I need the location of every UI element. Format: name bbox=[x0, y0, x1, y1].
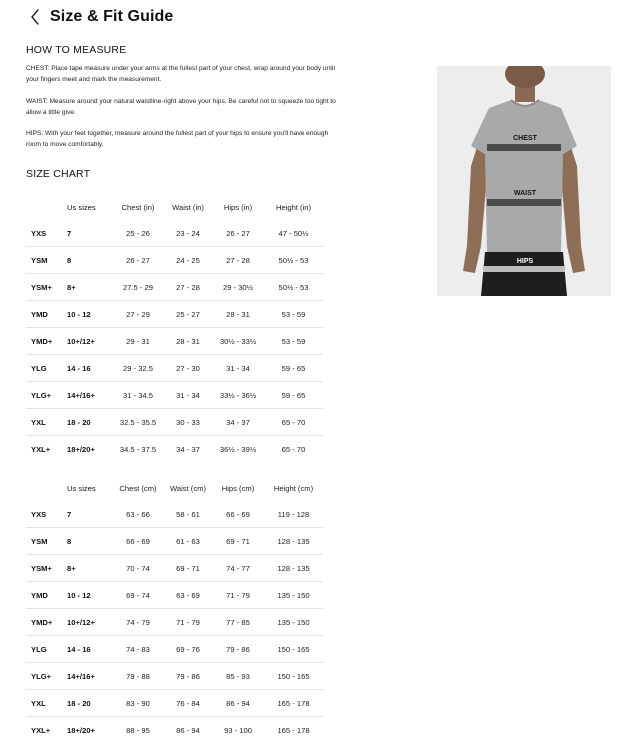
chest-cell: 74 - 79 bbox=[112, 609, 164, 636]
height-cell: 53 - 59 bbox=[264, 328, 323, 355]
height-cell: 50½ - 53 bbox=[264, 274, 323, 301]
height-cell: 59 - 65 bbox=[264, 355, 323, 382]
size-code-cell: YXL bbox=[26, 690, 67, 717]
table-row bbox=[26, 328, 323, 355]
height-cell: 165 - 178 bbox=[264, 690, 323, 717]
us-size-cell: 8+ bbox=[67, 274, 112, 301]
hips-label: HIPS bbox=[516, 258, 534, 265]
us-size-cell: 7 bbox=[67, 220, 112, 247]
waist-cell: 69 - 76 bbox=[164, 636, 212, 663]
us-sizes-header: Us sizes bbox=[67, 202, 96, 212]
hips-cell: 27 - 28 bbox=[212, 247, 264, 274]
size-table-inches bbox=[26, 194, 323, 462]
height-cell: 50½ - 53 bbox=[264, 247, 323, 274]
hips-cell: 29 - 30½ bbox=[212, 274, 264, 301]
us-size-cell: 7 bbox=[67, 501, 112, 528]
hips-cell: 26 - 27 bbox=[212, 220, 264, 247]
chest-cell: 88 - 95 bbox=[126, 725, 150, 735]
table-row bbox=[26, 690, 323, 717]
size-code-cell: YXS bbox=[26, 220, 67, 247]
table-row bbox=[26, 436, 323, 463]
table-row bbox=[26, 528, 323, 555]
height-cell: 135 - 150 bbox=[264, 609, 323, 636]
waist-cell: 28 - 31 bbox=[164, 328, 212, 355]
size-code-cell: YMD+ bbox=[26, 328, 67, 355]
table-header-row bbox=[26, 475, 323, 501]
us-size-cell: 18+/20+ bbox=[67, 444, 95, 454]
size-chart-heading: SIZE CHART bbox=[26, 168, 91, 180]
chest-cell: 26 - 27 bbox=[112, 247, 164, 274]
chest-cell: 32.5 - 35.5 bbox=[112, 409, 164, 436]
chevron-left-icon bbox=[30, 9, 40, 25]
us-sizes-header: Us sizes bbox=[67, 483, 96, 493]
height-cell: 150 - 165 bbox=[264, 636, 323, 663]
chest-cell: 66 - 69 bbox=[112, 528, 164, 555]
us-size-cell: 8+ bbox=[67, 555, 112, 582]
us-size-cell: 14 - 16 bbox=[67, 636, 112, 663]
hips-cell: 66 - 69 bbox=[212, 501, 264, 528]
size-header bbox=[26, 194, 67, 220]
height-cell: 150 - 165 bbox=[264, 663, 323, 690]
chest-cell: 25 - 26 bbox=[112, 220, 164, 247]
hips-cell: 34 - 37 bbox=[212, 409, 264, 436]
hips-cell: 28 - 31 bbox=[212, 301, 264, 328]
hips-cell: 71 - 79 bbox=[212, 582, 264, 609]
hips-cell: 86 - 94 bbox=[212, 690, 264, 717]
size-code-cell: YXL bbox=[26, 409, 67, 436]
chest-cell: 31 - 34.5 bbox=[112, 382, 164, 409]
table-row bbox=[26, 555, 323, 582]
size-code-cell: YSM+ bbox=[26, 555, 67, 582]
page-header bbox=[26, 4, 173, 30]
hips-cell: 69 - 71 bbox=[212, 528, 264, 555]
us-size-cell: 10+/12+ bbox=[67, 328, 112, 355]
height-cell: 65 - 70 bbox=[281, 444, 306, 454]
table-row bbox=[26, 382, 323, 409]
size-code-cell: YXS bbox=[26, 501, 67, 528]
hips-cell: 36½ - 39½ bbox=[219, 444, 257, 454]
waist-header: Waist (cm) bbox=[170, 483, 206, 493]
height-header: Height (in) bbox=[275, 202, 312, 212]
hips-cell: 79 - 86 bbox=[212, 636, 264, 663]
height-cell: 53 - 59 bbox=[264, 301, 323, 328]
chest-instructions: CHEST: Place tape measure under your arms at the fullest part of your chest, wrap around your body until your fingers meet and mark the measurement. bbox=[26, 65, 335, 83]
height-cell: 165 - 178 bbox=[277, 725, 310, 735]
table-row bbox=[26, 247, 323, 274]
chest-cell: 74 - 83 bbox=[112, 636, 164, 663]
waist-cell: 58 - 61 bbox=[164, 501, 212, 528]
table-row bbox=[26, 663, 323, 690]
table-row bbox=[26, 409, 323, 436]
chest-cell: 29 - 31 bbox=[112, 328, 164, 355]
measurement-diagram-image bbox=[437, 66, 611, 296]
table-header-row bbox=[26, 194, 323, 220]
hips-cell: 74 - 77 bbox=[212, 555, 264, 582]
waist-cell: 30 - 33 bbox=[164, 409, 212, 436]
size-code-cell: YLG+ bbox=[26, 382, 67, 409]
size-code-cell: YSM+ bbox=[26, 274, 67, 301]
height-cell: 128 - 135 bbox=[264, 555, 323, 582]
waist-cell: 31 - 34 bbox=[164, 382, 212, 409]
us-size-cell: 10 - 12 bbox=[67, 582, 112, 609]
chest-cell: 27.5 - 29 bbox=[112, 274, 164, 301]
waist-cell: 61 - 63 bbox=[164, 528, 212, 555]
waist-cell: 76 - 84 bbox=[164, 690, 212, 717]
waist-label: WAIST bbox=[513, 190, 537, 197]
waist-cell: 27 - 28 bbox=[164, 274, 212, 301]
page-title: Size & Fit Guide bbox=[50, 8, 174, 25]
table-row bbox=[26, 717, 323, 744]
height-cell: 119 - 128 bbox=[264, 501, 323, 528]
height-cell: 65 - 70 bbox=[264, 409, 323, 436]
size-code-cell: YXL+ bbox=[31, 725, 51, 735]
chest-cell: 70 - 74 bbox=[112, 555, 164, 582]
height-cell: 59 - 65 bbox=[264, 382, 323, 409]
waist-cell: 86 - 94 bbox=[176, 725, 200, 735]
hips-header: Hips (in) bbox=[223, 202, 253, 212]
hips-cell: 31 - 34 bbox=[212, 355, 264, 382]
us-size-cell: 18 - 20 bbox=[67, 409, 112, 436]
waist-cell: 25 - 27 bbox=[164, 301, 212, 328]
waist-cell: 27 - 30 bbox=[164, 355, 212, 382]
size-code-cell: YLG bbox=[26, 355, 67, 382]
hips-header: Hips (cm) bbox=[221, 483, 255, 493]
waist-instructions: WAIST: Measure around your natural waistline-right above your hips. Be careful not to squeeze too tight to allow a little give. bbox=[26, 98, 336, 116]
chest-cell: 29 - 32.5 bbox=[112, 355, 164, 382]
us-size-cell: 18+/20+ bbox=[67, 725, 95, 735]
table-row bbox=[26, 274, 323, 301]
size-code-cell: YSM bbox=[26, 247, 67, 274]
table-row bbox=[26, 301, 323, 328]
chest-cell: 79 - 88 bbox=[112, 663, 164, 690]
waist-cell: 23 - 24 bbox=[164, 220, 212, 247]
us-size-cell: 14 - 16 bbox=[67, 355, 112, 382]
chest-header: Chest (in) bbox=[121, 202, 155, 212]
table-row bbox=[26, 582, 323, 609]
waist-cell: 69 - 71 bbox=[164, 555, 212, 582]
chest-cell: 34.5 - 37.5 bbox=[119, 444, 157, 454]
model-illustration bbox=[437, 66, 611, 296]
hips-cell: 77 - 85 bbox=[212, 609, 264, 636]
size-code-cell: YLG bbox=[26, 636, 67, 663]
us-size-cell: 10 - 12 bbox=[67, 301, 112, 328]
chest-header: Chest (cm) bbox=[119, 483, 157, 493]
table-row bbox=[26, 501, 323, 528]
back-button[interactable] bbox=[26, 8, 44, 26]
hips-cell: 33½ - 36½ bbox=[212, 382, 264, 409]
waist-cell: 24 - 25 bbox=[164, 247, 212, 274]
waist-cell: 34 - 37 bbox=[176, 444, 200, 454]
hips-cell: 85 - 93 bbox=[212, 663, 264, 690]
waist-cell: 71 - 79 bbox=[164, 609, 212, 636]
size-table-centimeters bbox=[26, 475, 323, 743]
size-header bbox=[26, 475, 67, 501]
us-size-cell: 14+/16+ bbox=[67, 382, 112, 409]
how-to-measure-heading: HOW TO MEASURE bbox=[26, 44, 127, 56]
waist-cell: 79 - 86 bbox=[164, 663, 212, 690]
us-size-cell: 8 bbox=[67, 528, 112, 555]
hips-cell: 30½ - 33½ bbox=[212, 328, 264, 355]
chest-label: CHEST bbox=[513, 135, 537, 142]
waist-cell: 63 - 69 bbox=[164, 582, 212, 609]
size-code-cell: YSM bbox=[26, 528, 67, 555]
height-cell: 135 - 150 bbox=[264, 582, 323, 609]
size-code-cell: YMD bbox=[26, 582, 67, 609]
chest-cell: 83 - 90 bbox=[112, 690, 164, 717]
chest-cell: 63 - 66 bbox=[112, 501, 164, 528]
size-code-cell: YMD+ bbox=[26, 609, 67, 636]
table-row bbox=[26, 636, 323, 663]
height-cell: 47 - 50½ bbox=[264, 220, 323, 247]
us-size-cell: 14+/16+ bbox=[67, 663, 112, 690]
us-size-cell: 10+/12+ bbox=[67, 609, 112, 636]
hips-cell: 93 - 100 bbox=[224, 725, 252, 735]
size-code-cell: YXL+ bbox=[31, 444, 51, 454]
size-code-cell: YLG+ bbox=[26, 663, 67, 690]
height-header: Height (cm) bbox=[273, 483, 314, 493]
table-row bbox=[26, 609, 323, 636]
chest-cell: 69 - 74 bbox=[112, 582, 164, 609]
chest-cell: 27 - 29 bbox=[112, 301, 164, 328]
us-size-cell: 8 bbox=[67, 247, 112, 274]
us-size-cell: 18 - 20 bbox=[67, 690, 112, 717]
table-row bbox=[26, 355, 323, 382]
waist-header: Waist (in) bbox=[172, 202, 204, 212]
height-cell: 128 - 135 bbox=[264, 528, 323, 555]
size-code-cell: YMD bbox=[26, 301, 67, 328]
hips-instructions: HIPS: With your feet together, measure around the fullest part of your hips to ensure you'll have enough room to move comfortably. bbox=[26, 130, 329, 148]
table-row bbox=[26, 220, 323, 247]
